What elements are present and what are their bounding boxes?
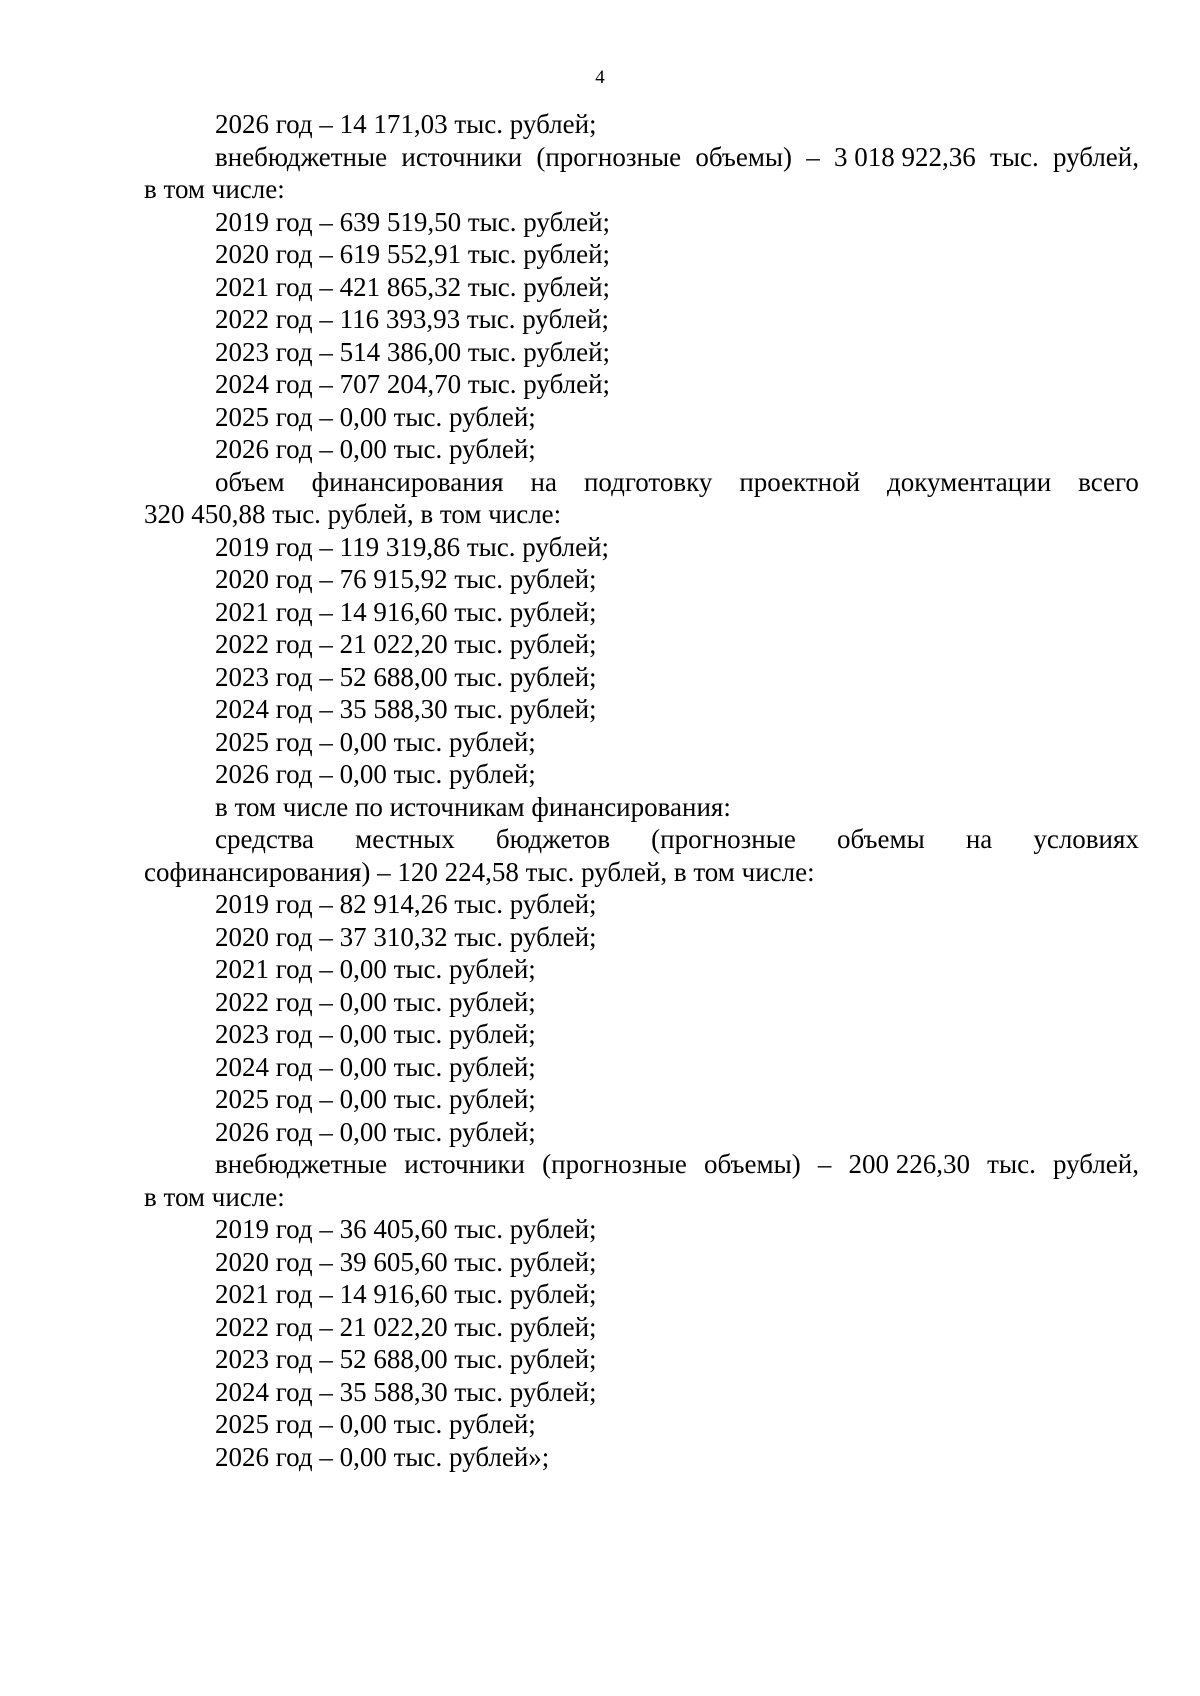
year-line: 2024 год – 35 588,30 тыс. рублей; — [215, 694, 597, 724]
year-line: 2019 год – 36 405,60 тыс. рублей; — [215, 1214, 597, 1244]
year-line: 2026 год – 0,00 тыс. рублей; — [215, 434, 536, 464]
year-line: 2024 год – 707 204,70 тыс. рублей; — [215, 369, 611, 399]
word: финансирования — [311, 466, 504, 497]
year-line: 2022 год – 0,00 тыс. рублей; — [215, 986, 536, 1017]
word: источники — [404, 1149, 525, 1179]
year-line: 2020 год – 39 605,60 тыс. рублей; — [215, 1246, 597, 1277]
year-line: 2023 год – 52 688,00 тыс. рублей; — [215, 1344, 597, 1374]
year-line: 2025 год – 0,00 тыс. рублей; — [215, 1409, 536, 1439]
word: (прогнозные — [536, 141, 682, 172]
word: 200 226,30 — [848, 1149, 970, 1179]
word: – — [806, 141, 820, 172]
word: объемы) — [703, 1149, 801, 1179]
year-line: 2019 год – 639 519,50 тыс. рублей; — [215, 206, 611, 237]
word: 3 018 922,36 — [834, 141, 976, 172]
year-line: 2023 год – 514 386,00 тыс. рублей; — [215, 336, 611, 367]
word: на — [530, 466, 557, 497]
year-line: 2025 год – 0,00 тыс. рублей; — [215, 726, 536, 757]
year-line: 2025 год – 0,00 тыс. рублей; — [215, 401, 536, 432]
paragraph-heading-extrabudgetary-design — [144, 1148, 1139, 1181]
word: проектной — [739, 466, 861, 497]
year-line: 2021 год – 14 916,60 тыс. рублей; — [215, 596, 597, 627]
word: (прогнозные — [542, 1149, 687, 1179]
word: средства — [215, 824, 315, 854]
year-line: 2022 год – 21 022,20 тыс. рублей; — [215, 629, 597, 659]
word: внебюджетные — [215, 1149, 388, 1179]
year-line: 2023 год – 52 688,00 тыс. рублей; — [215, 661, 597, 692]
paragraph-continuation: софинансирования) – 120 224,58 тыс. рублей, в том числе: — [144, 856, 815, 887]
word: (прогнозные — [651, 824, 796, 854]
year-line: 2026 год – 0,00 тыс. рублей; — [215, 1116, 536, 1147]
paragraph-heading-local-budgets — [144, 823, 1139, 856]
year-line: 2020 год – 619 552,91 тыс. рублей; — [215, 239, 611, 269]
word: рублей, — [1052, 1149, 1139, 1179]
word: рублей, — [1052, 141, 1139, 172]
word: местных — [355, 824, 455, 854]
word: – — [817, 1149, 832, 1179]
word: всего — [1078, 466, 1139, 497]
year-line: 2026 год – 14 171,03 тыс. рублей; — [215, 109, 597, 139]
word: бюджетов — [495, 824, 611, 854]
word: объемы — [836, 824, 925, 854]
word: на — [965, 824, 993, 854]
word: документации — [887, 466, 1052, 497]
year-line: 2020 год – 76 915,92 тыс. рублей; — [215, 564, 597, 594]
year-line: 2024 год – 0,00 тыс. рублей; — [215, 1051, 536, 1082]
year-line: 2025 год – 0,00 тыс. рублей; — [215, 1084, 536, 1114]
year-line: 2019 год – 82 914,26 тыс. рублей; — [215, 889, 597, 919]
paragraph-continuation: в том числе: — [144, 1181, 285, 1212]
paragraph-continuation: в том числе: — [144, 174, 285, 204]
year-line: 2023 год – 0,00 тыс. рублей; — [215, 1019, 536, 1049]
word: объемы) — [695, 141, 793, 172]
word: внебюджетные — [215, 141, 388, 172]
year-line: 2021 год – 421 865,32 тыс. рублей; — [215, 271, 611, 302]
year-line: 2021 год – 0,00 тыс. рублей; — [215, 954, 536, 984]
year-line: 2022 год – 21 022,20 тыс. рублей; — [215, 1311, 597, 1342]
year-line: 2026 год – 0,00 тыс. рублей; — [215, 759, 536, 789]
year-line: 2022 год – 116 393,93 тыс. рублей; — [215, 304, 610, 334]
paragraph-continuation: 320 450,88 тыс. рублей, в том числе: — [144, 499, 562, 529]
word: тыс. — [987, 1149, 1036, 1179]
word: источники — [401, 141, 523, 172]
year-line: 2019 год – 119 319,86 тыс. рублей; — [215, 531, 610, 562]
year-line: 2026 год – 0,00 тыс. рублей»; — [215, 1441, 550, 1472]
word: условиях — [1033, 824, 1139, 854]
year-line: 2021 год – 14 916,60 тыс. рублей; — [215, 1279, 597, 1309]
page-number: 4 — [595, 67, 605, 88]
word: объем — [215, 466, 285, 497]
document-body — [144, 108, 1139, 1473]
sources-heading: в том числе по источникам финансирования: — [215, 791, 731, 822]
paragraph-heading-extrabudgetary — [144, 141, 1139, 174]
word: подготовку — [583, 466, 713, 497]
year-line: 2020 год – 37 310,32 тыс. рублей; — [215, 921, 597, 952]
paragraph-heading-design-docs — [144, 466, 1139, 499]
year-line: 2024 год – 35 588,30 тыс. рублей; — [215, 1376, 597, 1407]
word: тыс. — [990, 141, 1039, 172]
